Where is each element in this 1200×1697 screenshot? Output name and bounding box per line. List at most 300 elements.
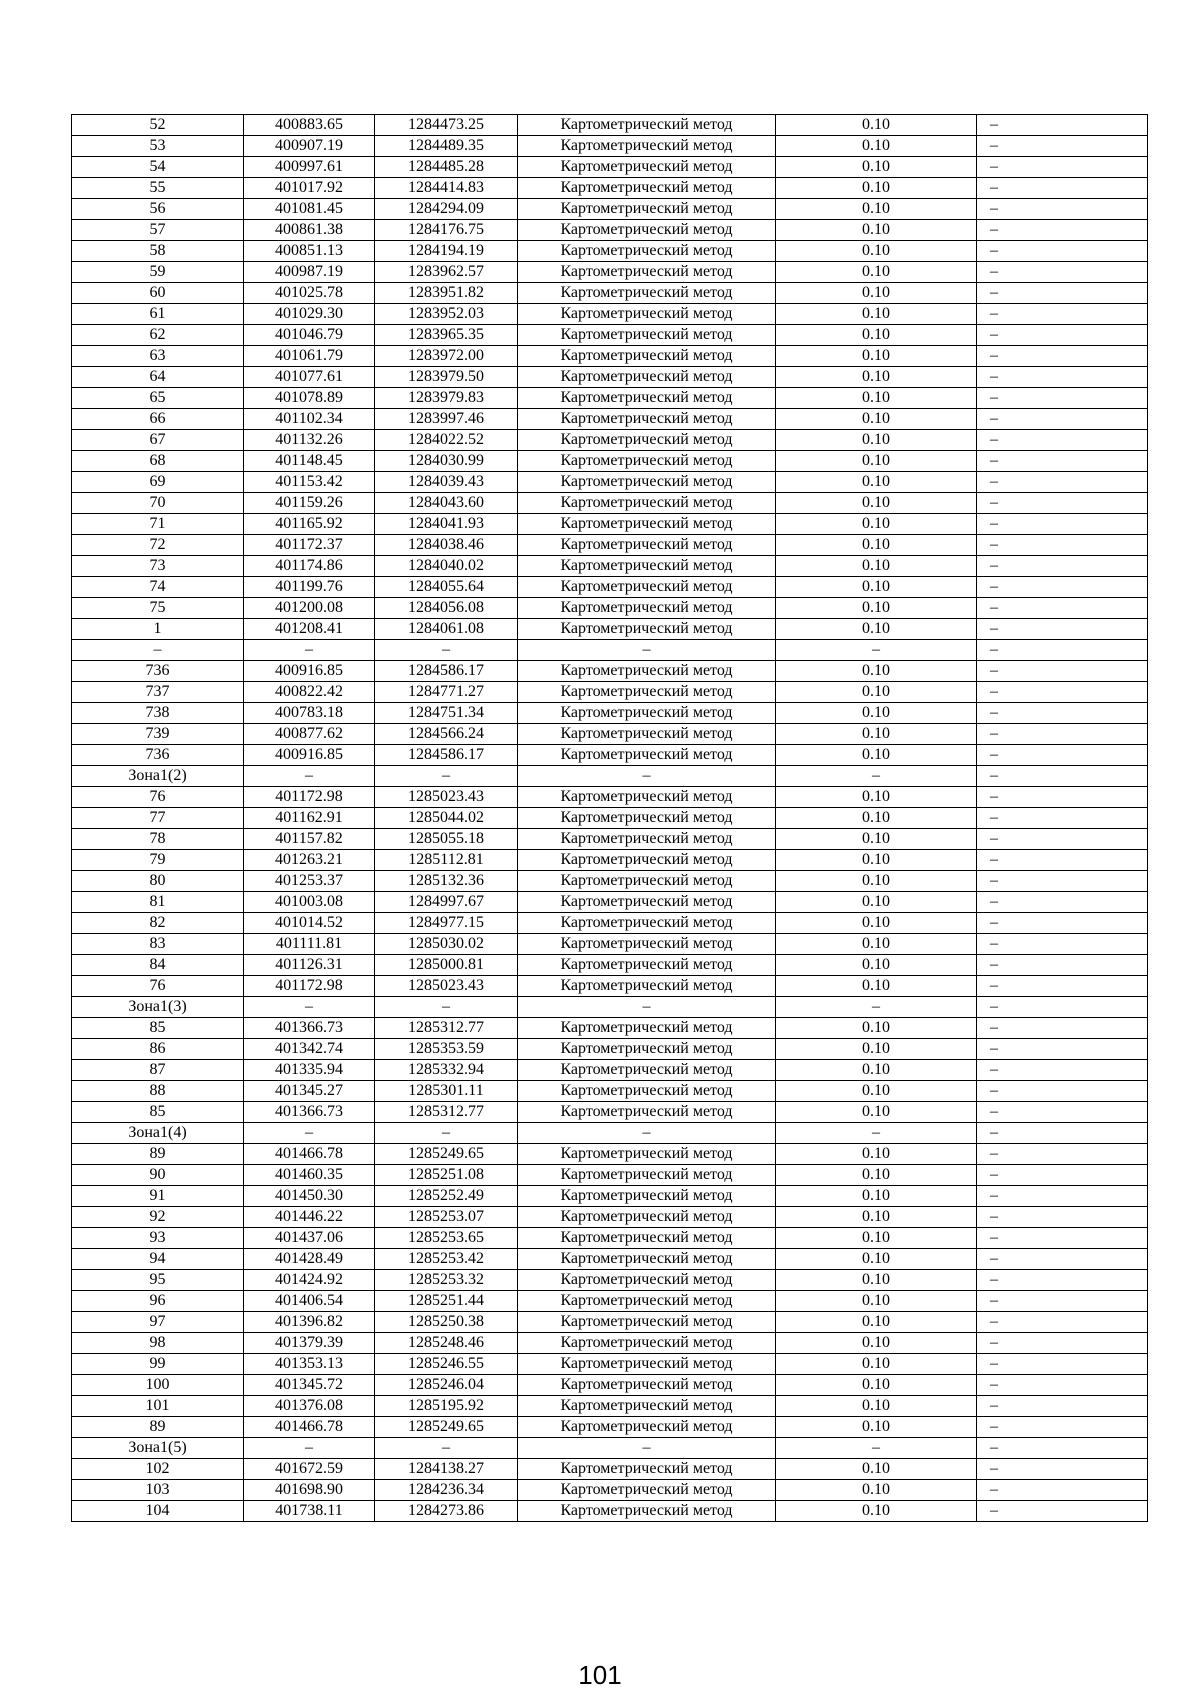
precision-cell: 0.10 — [776, 850, 977, 871]
description-cell: – — [977, 472, 1148, 493]
point-number-cell: 739 — [72, 724, 244, 745]
x-coordinate-cell: 401446.22 — [244, 1207, 375, 1228]
y-coordinate-cell: 1284022.52 — [375, 430, 518, 451]
description-cell: – — [977, 1207, 1148, 1228]
description-cell: – — [977, 1396, 1148, 1417]
precision-cell: 0.10 — [776, 1060, 977, 1081]
point-number-cell: 83 — [72, 934, 244, 955]
method-cell: Картометрический метод — [518, 1018, 776, 1039]
table-row — [72, 682, 1148, 703]
precision-cell: 0.10 — [776, 1270, 977, 1291]
y-coordinate-cell: 1284040.02 — [375, 556, 518, 577]
method-cell: Картометрический метод — [518, 1354, 776, 1375]
method-cell: Картометрический метод — [518, 1501, 776, 1522]
precision-cell: 0.10 — [776, 682, 977, 703]
coordinates-table — [71, 114, 1148, 1522]
precision-cell: 0.10 — [776, 1018, 977, 1039]
table-row — [72, 787, 1148, 808]
description-cell: – — [977, 493, 1148, 514]
point-number-cell: 57 — [72, 220, 244, 241]
precision-cell: 0.10 — [776, 241, 977, 262]
y-coordinate-cell: 1284039.43 — [375, 472, 518, 493]
y-coordinate-cell: 1285030.02 — [375, 934, 518, 955]
description-cell: – — [977, 283, 1148, 304]
description-cell: – — [977, 619, 1148, 640]
point-number-cell: 96 — [72, 1291, 244, 1312]
table-row — [72, 136, 1148, 157]
description-cell: – — [977, 871, 1148, 892]
point-number-cell: 56 — [72, 199, 244, 220]
point-number-cell: Зона1(4) — [72, 1123, 244, 1144]
y-coordinate-cell: 1285252.49 — [375, 1186, 518, 1207]
description-cell: – — [977, 661, 1148, 682]
y-coordinate-cell: 1285023.43 — [375, 787, 518, 808]
precision-cell: 0.10 — [776, 1165, 977, 1186]
method-cell: Картометрический метод — [518, 409, 776, 430]
method-cell: Картометрический метод — [518, 661, 776, 682]
description-cell: – — [977, 1270, 1148, 1291]
description-cell: – — [977, 220, 1148, 241]
table-row — [72, 1102, 1148, 1123]
point-number-cell: 89 — [72, 1144, 244, 1165]
x-coordinate-cell: 401366.73 — [244, 1102, 375, 1123]
method-cell: – — [518, 997, 776, 1018]
precision-cell: 0.10 — [776, 1291, 977, 1312]
point-number-cell: 77 — [72, 808, 244, 829]
point-number-cell: 100 — [72, 1375, 244, 1396]
x-coordinate-cell: 401406.54 — [244, 1291, 375, 1312]
table-row — [72, 850, 1148, 871]
table-row — [72, 388, 1148, 409]
point-number-cell: Зона1(2) — [72, 766, 244, 787]
x-coordinate-cell: 401174.86 — [244, 556, 375, 577]
description-cell: – — [977, 325, 1148, 346]
method-cell: Картометрический метод — [518, 724, 776, 745]
x-coordinate-cell: 401366.73 — [244, 1018, 375, 1039]
y-coordinate-cell: 1285023.43 — [375, 976, 518, 997]
x-coordinate-cell: 401081.45 — [244, 199, 375, 220]
table-row — [72, 1207, 1148, 1228]
x-coordinate-cell: 401263.21 — [244, 850, 375, 871]
table-row — [72, 745, 1148, 766]
method-cell: Картометрический метод — [518, 577, 776, 598]
description-cell: – — [977, 1123, 1148, 1144]
y-coordinate-cell: 1284566.24 — [375, 724, 518, 745]
table-row — [72, 640, 1148, 661]
description-cell: – — [977, 976, 1148, 997]
table-row — [72, 934, 1148, 955]
description-cell: – — [977, 703, 1148, 724]
y-coordinate-cell: 1283979.50 — [375, 367, 518, 388]
description-cell: – — [977, 682, 1148, 703]
description-cell: – — [977, 1312, 1148, 1333]
description-cell: – — [977, 514, 1148, 535]
method-cell: Картометрический метод — [518, 1291, 776, 1312]
x-coordinate-cell: 401102.34 — [244, 409, 375, 430]
table-row — [72, 1123, 1148, 1144]
precision-cell: 0.10 — [776, 955, 977, 976]
table-row — [72, 178, 1148, 199]
point-number-cell: 85 — [72, 1102, 244, 1123]
method-cell: Картометрический метод — [518, 703, 776, 724]
method-cell: Картометрический метод — [518, 451, 776, 472]
method-cell: Картометрический метод — [518, 745, 776, 766]
description-cell: – — [977, 892, 1148, 913]
table-row — [72, 913, 1148, 934]
y-coordinate-cell: 1284771.27 — [375, 682, 518, 703]
table-row — [72, 262, 1148, 283]
x-coordinate-cell: 401200.08 — [244, 598, 375, 619]
point-number-cell: 104 — [72, 1501, 244, 1522]
x-coordinate-cell: 401014.52 — [244, 913, 375, 934]
method-cell: – — [518, 766, 776, 787]
y-coordinate-cell: 1285253.42 — [375, 1249, 518, 1270]
method-cell: Картометрический метод — [518, 262, 776, 283]
precision-cell: – — [776, 1438, 977, 1459]
method-cell: Картометрический метод — [518, 1480, 776, 1501]
description-cell: – — [977, 304, 1148, 325]
y-coordinate-cell: 1285332.94 — [375, 1060, 518, 1081]
x-coordinate-cell: 401396.82 — [244, 1312, 375, 1333]
point-number-cell: 103 — [72, 1480, 244, 1501]
point-number-cell: 78 — [72, 829, 244, 850]
description-cell: – — [977, 241, 1148, 262]
description-cell: – — [977, 115, 1148, 136]
table-row — [72, 493, 1148, 514]
method-cell: Картометрический метод — [518, 976, 776, 997]
y-coordinate-cell: 1283997.46 — [375, 409, 518, 430]
point-number-cell: 92 — [72, 1207, 244, 1228]
precision-cell: 0.10 — [776, 1039, 977, 1060]
description-cell: – — [977, 1333, 1148, 1354]
precision-cell: 0.10 — [776, 598, 977, 619]
precision-cell: 0.10 — [776, 451, 977, 472]
method-cell: Картометрический метод — [518, 871, 776, 892]
description-cell: – — [977, 955, 1148, 976]
point-number-cell: 60 — [72, 283, 244, 304]
table-row — [72, 976, 1148, 997]
y-coordinate-cell: – — [375, 997, 518, 1018]
method-cell: Картометрический метод — [518, 157, 776, 178]
point-number-cell: 87 — [72, 1060, 244, 1081]
y-coordinate-cell: 1283979.83 — [375, 388, 518, 409]
table-row — [72, 661, 1148, 682]
precision-cell: 0.10 — [776, 178, 977, 199]
table-row — [72, 703, 1148, 724]
table-row — [72, 535, 1148, 556]
x-coordinate-cell: 400987.19 — [244, 262, 375, 283]
table-row — [72, 1438, 1148, 1459]
method-cell: Картометрический метод — [518, 115, 776, 136]
description-cell: – — [977, 535, 1148, 556]
y-coordinate-cell: 1284061.08 — [375, 619, 518, 640]
y-coordinate-cell: 1285112.81 — [375, 850, 518, 871]
precision-cell: 0.10 — [776, 1396, 977, 1417]
x-coordinate-cell: 401111.81 — [244, 934, 375, 955]
point-number-cell: 86 — [72, 1039, 244, 1060]
point-number-cell: 69 — [72, 472, 244, 493]
y-coordinate-cell: 1285312.77 — [375, 1102, 518, 1123]
y-coordinate-cell: 1284038.46 — [375, 535, 518, 556]
table-row — [72, 220, 1148, 241]
description-cell: – — [977, 430, 1148, 451]
y-coordinate-cell: 1284138.27 — [375, 1459, 518, 1480]
table-row — [72, 997, 1148, 1018]
x-coordinate-cell: 401061.79 — [244, 346, 375, 367]
y-coordinate-cell: 1285253.07 — [375, 1207, 518, 1228]
x-coordinate-cell: 401046.79 — [244, 325, 375, 346]
method-cell: Картометрический метод — [518, 787, 776, 808]
table-row — [72, 430, 1148, 451]
point-number-cell: 82 — [72, 913, 244, 934]
precision-cell: 0.10 — [776, 1249, 977, 1270]
precision-cell: 0.10 — [776, 934, 977, 955]
x-coordinate-cell: 401003.08 — [244, 892, 375, 913]
description-cell: – — [977, 1480, 1148, 1501]
method-cell: Картометрический метод — [518, 808, 776, 829]
table-row — [72, 1249, 1148, 1270]
method-cell: – — [518, 1438, 776, 1459]
table-row — [72, 1396, 1148, 1417]
precision-cell: 0.10 — [776, 493, 977, 514]
description-cell: – — [977, 262, 1148, 283]
y-coordinate-cell: 1285253.32 — [375, 1270, 518, 1291]
description-cell: – — [977, 745, 1148, 766]
precision-cell: 0.10 — [776, 913, 977, 934]
y-coordinate-cell: 1284485.28 — [375, 157, 518, 178]
y-coordinate-cell: 1285251.44 — [375, 1291, 518, 1312]
precision-cell: 0.10 — [776, 892, 977, 913]
y-coordinate-cell: 1285251.08 — [375, 1165, 518, 1186]
x-coordinate-cell: 400861.38 — [244, 220, 375, 241]
x-coordinate-cell: 401672.59 — [244, 1459, 375, 1480]
x-coordinate-cell: – — [244, 997, 375, 1018]
precision-cell: 0.10 — [776, 745, 977, 766]
description-cell: – — [977, 1375, 1148, 1396]
precision-cell: 0.10 — [776, 619, 977, 640]
point-number-cell: 76 — [72, 976, 244, 997]
point-number-cell: 73 — [72, 556, 244, 577]
description-cell: – — [977, 1354, 1148, 1375]
x-coordinate-cell: 400783.18 — [244, 703, 375, 724]
point-number-cell: 62 — [72, 325, 244, 346]
method-cell: Картометрический метод — [518, 514, 776, 535]
precision-cell: 0.10 — [776, 514, 977, 535]
point-number-cell: 736 — [72, 661, 244, 682]
y-coordinate-cell: 1284041.93 — [375, 514, 518, 535]
point-number-cell: 58 — [72, 241, 244, 262]
precision-cell: 0.10 — [776, 1354, 977, 1375]
table-row — [72, 1144, 1148, 1165]
y-coordinate-cell: 1284489.35 — [375, 136, 518, 157]
y-coordinate-cell: 1284194.19 — [375, 241, 518, 262]
precision-cell: 0.10 — [776, 556, 977, 577]
point-number-cell: 91 — [72, 1186, 244, 1207]
y-coordinate-cell: – — [375, 766, 518, 787]
point-number-cell: 74 — [72, 577, 244, 598]
table-row — [72, 451, 1148, 472]
method-cell: Картометрический метод — [518, 535, 776, 556]
table-row — [72, 1312, 1148, 1333]
y-coordinate-cell: 1283965.35 — [375, 325, 518, 346]
point-number-cell: 76 — [72, 787, 244, 808]
table-row — [72, 955, 1148, 976]
x-coordinate-cell: 401157.82 — [244, 829, 375, 850]
method-cell: Картометрический метод — [518, 1417, 776, 1438]
point-number-cell: 81 — [72, 892, 244, 913]
point-number-cell: 66 — [72, 409, 244, 430]
table-row — [72, 514, 1148, 535]
point-number-cell: 52 — [72, 115, 244, 136]
method-cell: Картометрический метод — [518, 1207, 776, 1228]
y-coordinate-cell: 1285253.65 — [375, 1228, 518, 1249]
precision-cell: 0.10 — [776, 1081, 977, 1102]
table-row — [72, 1459, 1148, 1480]
precision-cell: 0.10 — [776, 1312, 977, 1333]
x-coordinate-cell: 401208.41 — [244, 619, 375, 640]
precision-cell: 0.10 — [776, 325, 977, 346]
point-number-cell: 53 — [72, 136, 244, 157]
table-row — [72, 766, 1148, 787]
precision-cell: 0.10 — [776, 535, 977, 556]
x-coordinate-cell: 401335.94 — [244, 1060, 375, 1081]
table-row — [72, 598, 1148, 619]
x-coordinate-cell: 400916.85 — [244, 661, 375, 682]
method-cell: Картометрический метод — [518, 304, 776, 325]
y-coordinate-cell: 1283962.57 — [375, 262, 518, 283]
method-cell: Картометрический метод — [518, 598, 776, 619]
point-number-cell: 55 — [72, 178, 244, 199]
description-cell: – — [977, 388, 1148, 409]
point-number-cell: – — [72, 640, 244, 661]
point-number-cell: 102 — [72, 1459, 244, 1480]
table-row — [72, 241, 1148, 262]
y-coordinate-cell: 1284176.75 — [375, 220, 518, 241]
precision-cell: 0.10 — [776, 220, 977, 241]
y-coordinate-cell: 1284751.34 — [375, 703, 518, 724]
method-cell: Картометрический метод — [518, 1165, 776, 1186]
description-cell: – — [977, 808, 1148, 829]
point-number-cell: 65 — [72, 388, 244, 409]
point-number-cell: Зона1(3) — [72, 997, 244, 1018]
description-cell: – — [977, 1291, 1148, 1312]
precision-cell: 0.10 — [776, 724, 977, 745]
coordinates-table-body — [72, 115, 1148, 1522]
table-row — [72, 1333, 1148, 1354]
table-row — [72, 892, 1148, 913]
description-cell: – — [977, 1249, 1148, 1270]
precision-cell: 0.10 — [776, 1480, 977, 1501]
point-number-cell: 1 — [72, 619, 244, 640]
table-row — [72, 724, 1148, 745]
point-number-cell: 80 — [72, 871, 244, 892]
x-coordinate-cell: 400851.13 — [244, 241, 375, 262]
table-row — [72, 1165, 1148, 1186]
x-coordinate-cell: 401698.90 — [244, 1480, 375, 1501]
x-coordinate-cell: – — [244, 766, 375, 787]
table-row — [72, 1081, 1148, 1102]
precision-cell: 0.10 — [776, 283, 977, 304]
method-cell: – — [518, 1123, 776, 1144]
method-cell: Картометрический метод — [518, 1333, 776, 1354]
table-row — [72, 1186, 1148, 1207]
y-coordinate-cell: 1284030.99 — [375, 451, 518, 472]
y-coordinate-cell: 1285195.92 — [375, 1396, 518, 1417]
table-row — [72, 367, 1148, 388]
y-coordinate-cell: – — [375, 1123, 518, 1144]
y-coordinate-cell: 1284473.25 — [375, 115, 518, 136]
description-cell: – — [977, 766, 1148, 787]
table-row — [72, 115, 1148, 136]
y-coordinate-cell: 1285132.36 — [375, 871, 518, 892]
table-row — [72, 1228, 1148, 1249]
y-coordinate-cell: 1285044.02 — [375, 808, 518, 829]
precision-cell: 0.10 — [776, 1375, 977, 1396]
point-number-cell: 67 — [72, 430, 244, 451]
point-number-cell: 71 — [72, 514, 244, 535]
description-cell: – — [977, 1186, 1148, 1207]
y-coordinate-cell: 1285055.18 — [375, 829, 518, 850]
description-cell: – — [977, 934, 1148, 955]
x-coordinate-cell: 401153.42 — [244, 472, 375, 493]
method-cell: Картометрический метод — [518, 934, 776, 955]
method-cell: Картометрический метод — [518, 430, 776, 451]
precision-cell: 0.10 — [776, 1333, 977, 1354]
description-cell: – — [977, 598, 1148, 619]
point-number-cell: 98 — [72, 1333, 244, 1354]
method-cell: Картометрический метод — [518, 1144, 776, 1165]
x-coordinate-cell: 401460.35 — [244, 1165, 375, 1186]
precision-cell: 0.10 — [776, 1501, 977, 1522]
method-cell: Картометрический метод — [518, 1102, 776, 1123]
x-coordinate-cell: 401345.27 — [244, 1081, 375, 1102]
description-cell: – — [977, 136, 1148, 157]
x-coordinate-cell: 401132.26 — [244, 430, 375, 451]
x-coordinate-cell: 401077.61 — [244, 367, 375, 388]
table-row — [72, 1060, 1148, 1081]
x-coordinate-cell: 401159.26 — [244, 493, 375, 514]
description-cell: – — [977, 787, 1148, 808]
method-cell: Картометрический метод — [518, 325, 776, 346]
table-row — [72, 808, 1148, 829]
x-coordinate-cell: 401424.92 — [244, 1270, 375, 1291]
method-cell: Картометрический метод — [518, 136, 776, 157]
x-coordinate-cell: 401199.76 — [244, 577, 375, 598]
method-cell: Картометрический метод — [518, 283, 776, 304]
y-coordinate-cell: 1285246.04 — [375, 1375, 518, 1396]
method-cell: Картометрический метод — [518, 1396, 776, 1417]
point-number-cell: 85 — [72, 1018, 244, 1039]
point-number-cell: 59 — [72, 262, 244, 283]
point-number-cell: 75 — [72, 598, 244, 619]
method-cell: Картометрический метод — [518, 1459, 776, 1480]
point-number-cell: 101 — [72, 1396, 244, 1417]
table-row — [72, 577, 1148, 598]
point-number-cell: 84 — [72, 955, 244, 976]
y-coordinate-cell: 1285353.59 — [375, 1039, 518, 1060]
method-cell: Картометрический метод — [518, 220, 776, 241]
precision-cell: 0.10 — [776, 367, 977, 388]
y-coordinate-cell: 1283972.00 — [375, 346, 518, 367]
y-coordinate-cell: 1284273.86 — [375, 1501, 518, 1522]
table-row — [72, 619, 1148, 640]
x-coordinate-cell: 401345.72 — [244, 1375, 375, 1396]
x-coordinate-cell: 401428.49 — [244, 1249, 375, 1270]
point-number-cell: 89 — [72, 1417, 244, 1438]
method-cell: Картометрический метод — [518, 1039, 776, 1060]
method-cell: Картометрический метод — [518, 1081, 776, 1102]
y-coordinate-cell: 1283952.03 — [375, 304, 518, 325]
